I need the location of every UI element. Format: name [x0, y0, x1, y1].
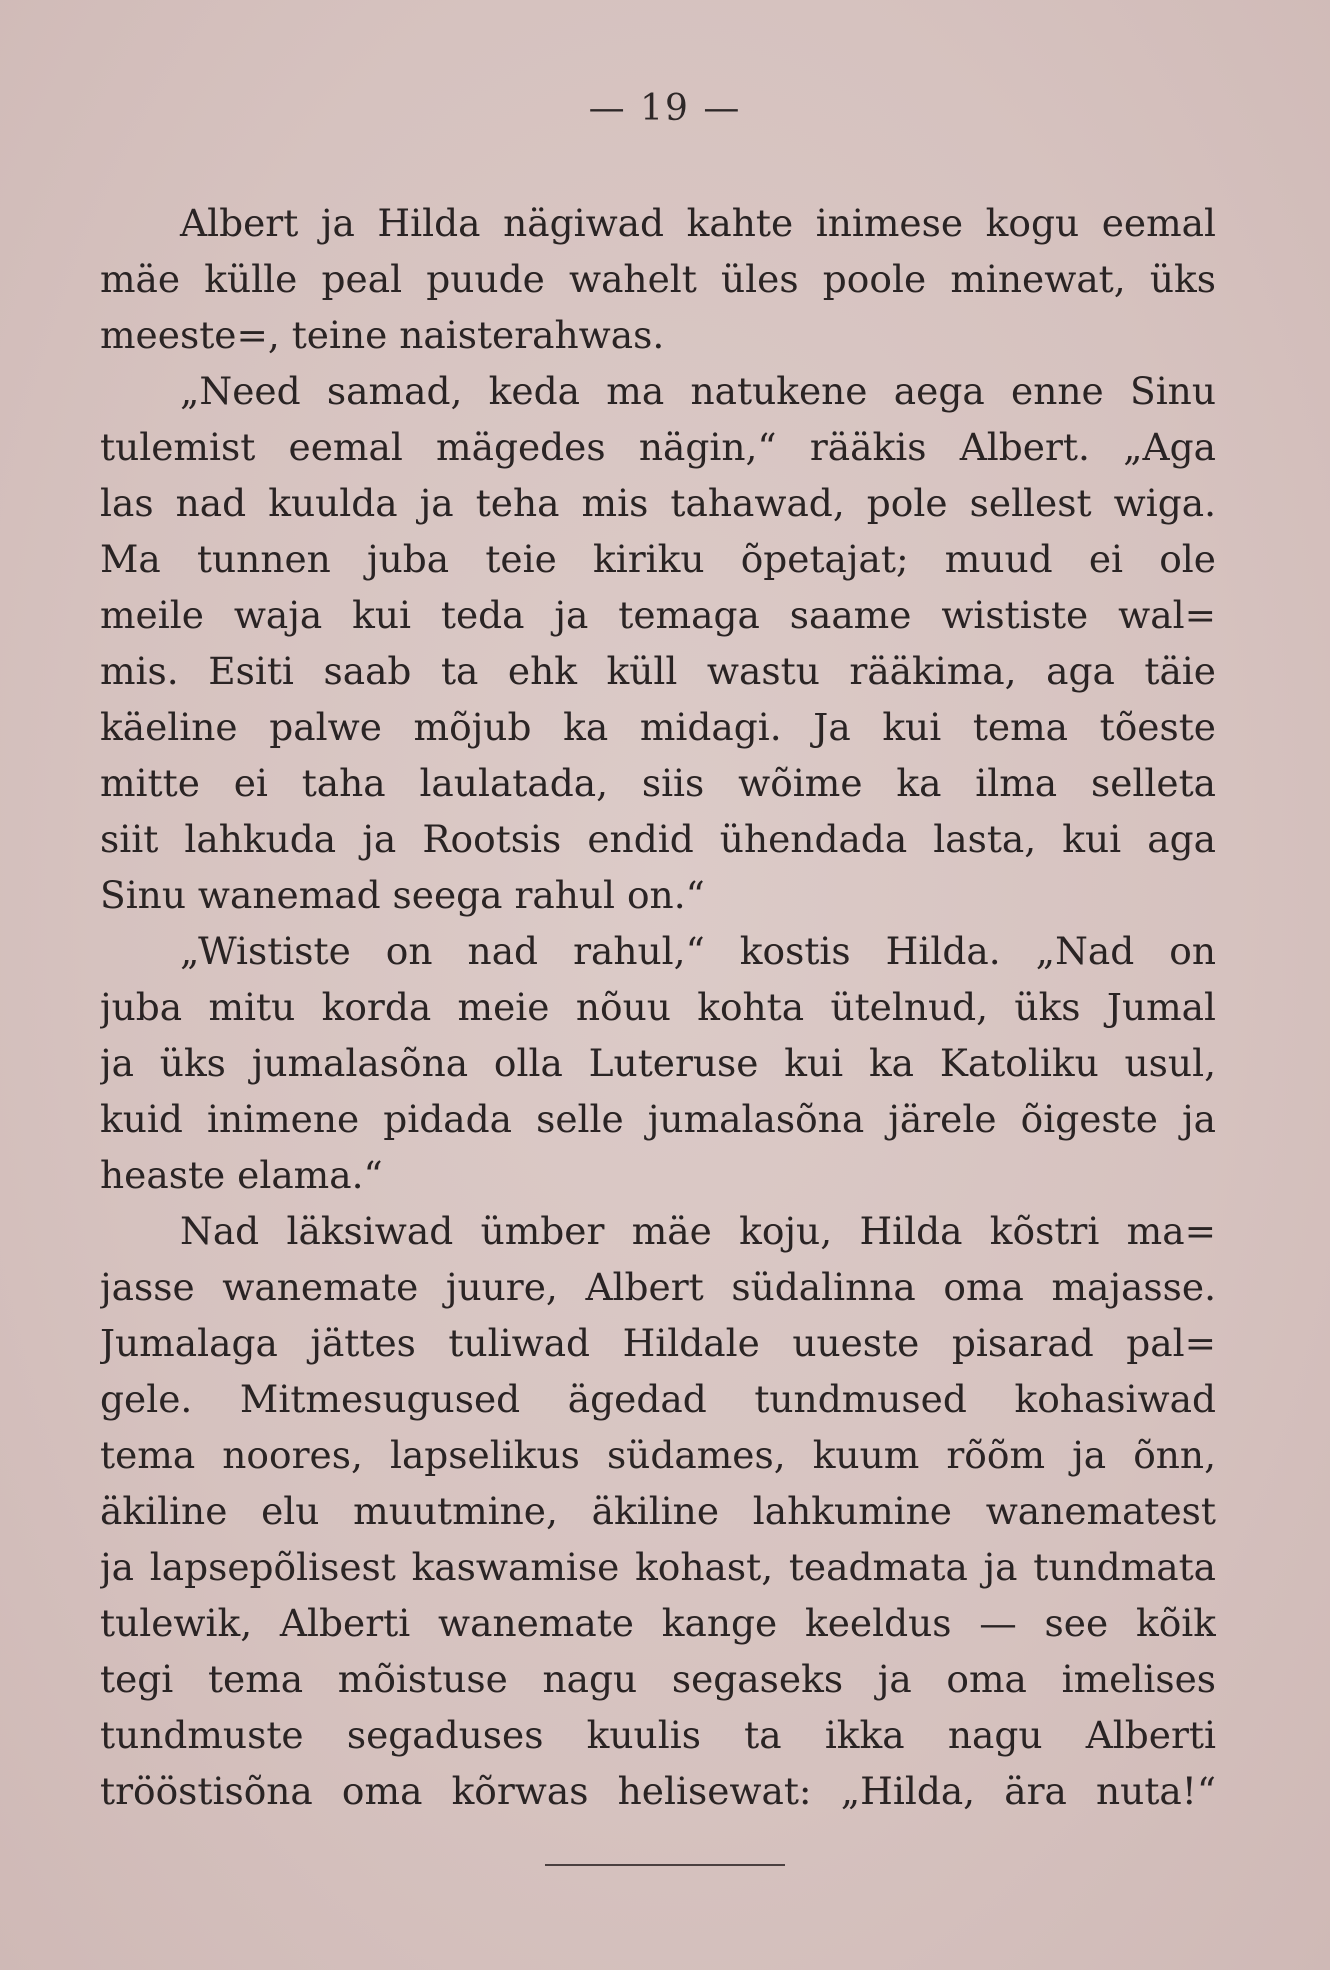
text-line: siit lahkuda ja Rootsis endid ühendada lasta, kui aga — [100, 817, 1216, 861]
text-line: mitte ei taha laulatada, siis wõime ka ilma selleta — [100, 761, 1216, 805]
text-line: meeste=, teine naisterahwas. — [100, 313, 665, 357]
text-line: käeline palwe mõjub ka midagi. Ja kui tema tõeste — [100, 705, 1216, 749]
text-line: mis. Esiti saab ta ehk küll wastu rääkima, aga täie — [100, 649, 1216, 693]
page-number: — 19 — — [588, 88, 742, 129]
text-line: las nad kuulda ja teha mis tahawad, pole sellest wiga. — [100, 481, 1216, 525]
text-line: tulewik, Alberti wanemate kange keeldus — see kõik — [100, 1601, 1216, 1645]
text-line: juba mitu korda meie nõuu kohta ütelnud, üks Jumal — [100, 985, 1216, 1029]
text-line: „Wististe on nad rahul,“ kostis Hilda. „Nad on — [180, 929, 1216, 973]
text-line: äkiline elu muutmine, äkiline lahkumine wanematest — [100, 1489, 1216, 1533]
text-line: tegi tema mõistuse nagu segaseks ja oma imelises — [100, 1657, 1216, 1701]
text-line: ja lapsepõlisest kaswamise kohast, teadmata ja tundmata — [100, 1545, 1216, 1589]
text-line: meile waja kui teda ja temaga saame wististe wal= — [100, 593, 1216, 637]
text-line: trööstisõna oma kõrwas helisewat: „Hilda, ära nuta!“ — [100, 1769, 1216, 1813]
footer-rule — [545, 1864, 785, 1866]
text-line: Nad läksiwad ümber mäe koju, Hilda kõstri ma= — [180, 1209, 1216, 1253]
text-line: Ma tunnen juba teie kiriku õpetajat; muud ei ole — [100, 537, 1216, 581]
text-line: heaste elama.“ — [100, 1153, 383, 1197]
text-line: tulemist eemal mägedes nägin,“ rääkis Albert. „Aga — [100, 425, 1216, 469]
text-line: mäe külle peal puude wahelt üles poole minewat, üks — [100, 257, 1216, 301]
text-line: ja üks jumalasõna olla Luteruse kui ka Katoliku usul, — [100, 1041, 1216, 1085]
text-line: Sinu wanemad seega rahul on.“ — [100, 873, 705, 917]
text-line: gele. Mitmesugused ägedad tundmused kohasiwad — [100, 1377, 1216, 1421]
text-line: tema noores, lapselikus südames, kuum rõõm ja õnn, — [100, 1433, 1216, 1477]
text-line: Albert ja Hilda nägiwad kahte inimese kogu eemal — [180, 201, 1216, 245]
text-line: kuid inimene pidada selle jumalasõna järele õigeste ja — [100, 1097, 1216, 1141]
text-line: Jumalaga jättes tuliwad Hildale uueste pisarad pal= — [100, 1321, 1216, 1365]
text-line: tundmuste segaduses kuulis ta ikka nagu Alberti — [100, 1713, 1216, 1757]
text-line: jasse wanemate juure, Albert südalinna oma majasse. — [100, 1265, 1216, 1309]
body-text — [100, 195, 1216, 1819]
text-line: „Need samad, keda ma natukene aega enne Sinu — [180, 369, 1216, 413]
